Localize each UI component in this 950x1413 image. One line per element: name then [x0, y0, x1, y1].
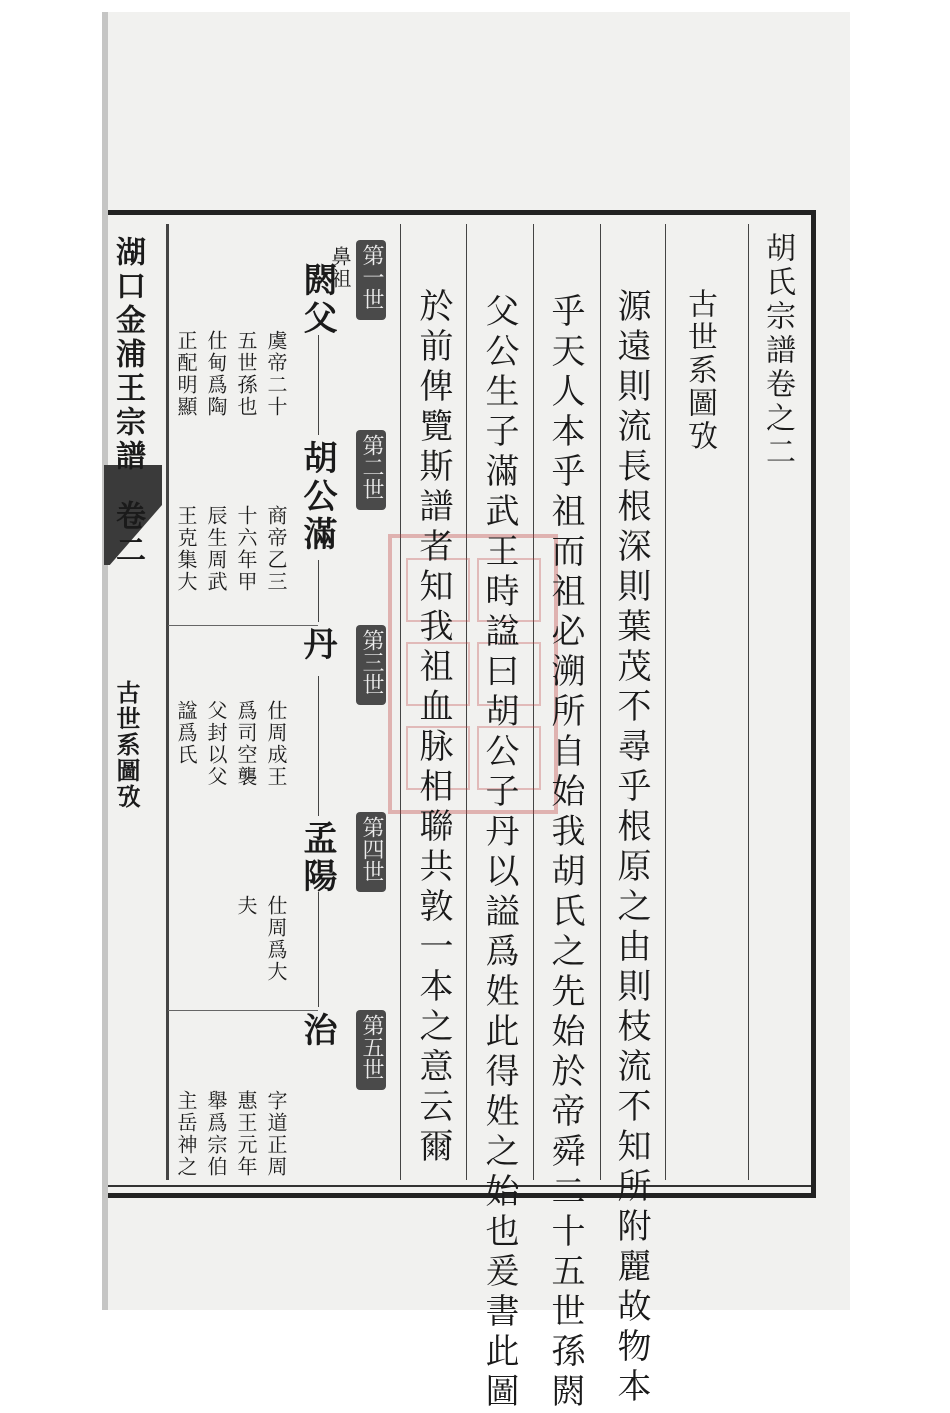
- lineage-line: [318, 335, 319, 435]
- lineage-line: [318, 676, 319, 816]
- note-separator: [168, 1010, 318, 1011]
- note-line: 五世孫也: [234, 330, 258, 418]
- note-line: 王克集大: [174, 505, 198, 593]
- note-line: 十六年甲: [234, 505, 258, 593]
- note-line: 主岳神之: [174, 1090, 198, 1178]
- note-line: 舉爲宗伯: [204, 1090, 228, 1178]
- note-line: 仕周爲大: [264, 895, 288, 983]
- note-line: 惠王元年: [234, 1090, 258, 1178]
- preface-line: 源遠則流長根深則葉茂不尋乎根原之由則枝流不知所附麗故物本: [611, 288, 651, 1408]
- note-line: 虞帝二十: [264, 330, 288, 418]
- note-line: 諡爲氏: [174, 700, 198, 766]
- ancestor-name: 胡公滿: [297, 440, 337, 554]
- note-separator: [168, 625, 318, 626]
- column-rule: [600, 224, 601, 1180]
- section-title: 古世系圖攷: [682, 288, 717, 453]
- note-line: 父封以父: [204, 700, 228, 788]
- lineage-line: [318, 560, 319, 622]
- column-rule: [166, 224, 169, 1180]
- note-line: 正配明顯: [174, 330, 198, 418]
- column-rule: [748, 224, 749, 1180]
- note-line: 爲司空襲: [234, 700, 258, 788]
- ancestor-name: 孟陽: [297, 820, 337, 896]
- note-line: 仕周成王: [264, 700, 288, 788]
- note-line: 字道正周: [264, 1090, 288, 1178]
- ancestor-prefix: 鼻祖: [328, 246, 352, 290]
- preface-line: 於前俾覽斯譜者知我祖血脉相聯共敦一本之意云爾: [413, 288, 453, 1168]
- column-rule: [665, 224, 666, 1180]
- note-line: 仕甸爲陶: [204, 330, 228, 418]
- margin-section: 古世系圖攷: [112, 680, 141, 810]
- margin-volume: 卷二: [110, 500, 145, 568]
- volume-title: 胡氏宗譜卷之二: [760, 232, 795, 470]
- preface-line: 父公生子滿武王時諡曰胡公子丹以謚爲姓此得姓之始也爰書此圖: [479, 293, 519, 1413]
- preface-line: 乎天人本乎祖而祖必溯所自始我胡氏之先始於帝舜二十五世孫閼: [545, 293, 585, 1413]
- generation-label: 第二世: [356, 430, 386, 510]
- generation-label: 第三世: [356, 625, 386, 705]
- lineage-line: [318, 892, 319, 1007]
- note-line: 辰生周武: [204, 505, 228, 593]
- margin-title: 湖口金浦王宗譜: [110, 236, 145, 474]
- ancestor-name: 丹: [297, 626, 337, 664]
- note-line: 商帝乙三: [264, 505, 288, 593]
- generation-label: 第一世: [356, 240, 386, 320]
- note-line: 夫: [234, 895, 258, 917]
- ancestor-name: 閼父: [297, 262, 337, 338]
- generation-label: 第五世: [356, 1010, 386, 1090]
- generation-label: 第四世: [356, 812, 386, 892]
- ancestor-name: 治: [297, 1012, 337, 1050]
